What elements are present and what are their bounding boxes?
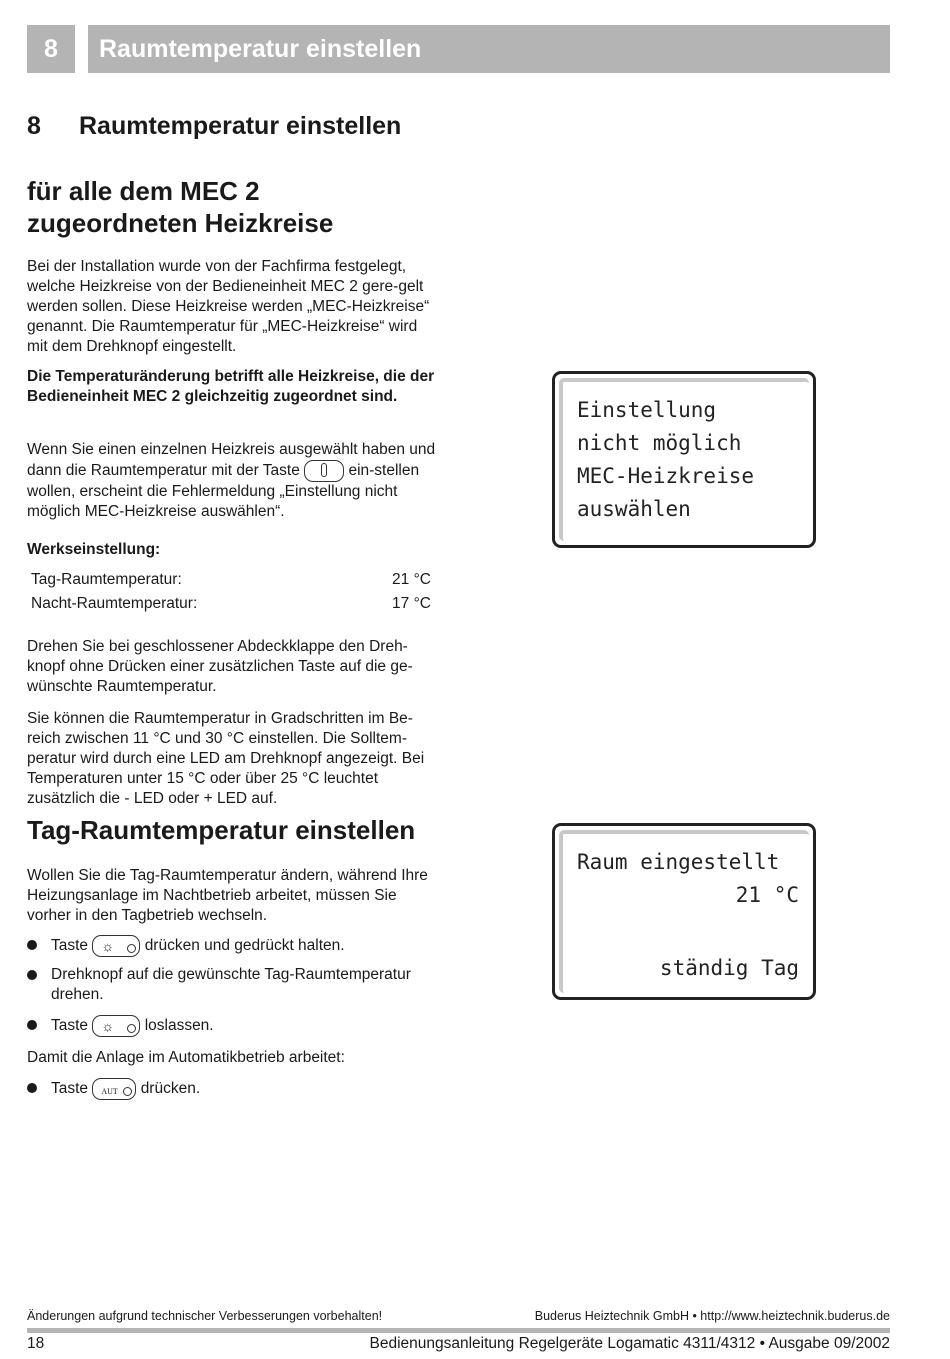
section-number: 8	[27, 112, 41, 140]
chapter-title-bar: Raumtemperatur einstellen	[88, 25, 890, 73]
bullet-icon	[27, 1020, 37, 1030]
lcd-line-4: auswählen	[577, 497, 691, 521]
single-text-before: Wenn Sie einen einzelnen Heizkreis ausgewählt haben und dann die Raumtemperatur mit der Taste	[27, 441, 436, 480]
list-item: Drehknopf auf die gewünschte Tag-Raumtemperatur drehen.	[27, 965, 437, 1005]
footer-company: Buderus Heiztechnik GmbH • http://www.heiztechnik.buderus.de	[534, 1309, 890, 1323]
factory-heading: Werkseinstellung:	[27, 541, 161, 558]
thermometer-key-icon	[304, 460, 344, 482]
bullet-icon	[27, 940, 37, 950]
lcd-line-1: Raum eingestellt	[577, 850, 780, 874]
lcd-line-3: MEC-Heizkreise	[577, 464, 755, 488]
row-label: Nacht-Raumtemperatur:	[31, 595, 198, 612]
day-intro-paragraph: Wollen Sie die Tag-Raumtemperatur ändern, während Ihre Heizungsanlage im Nachtbetrieb arbeitet, müssen Sie vorher in den Tagbetrieb wechseln.	[27, 867, 428, 924]
page-number: 18	[27, 1335, 45, 1352]
intro-paragraph: Bei der Installation wurde von der Fachfirma festgelegt, welche Heizkreise von der Bedieneinheit MEC 2 gere-gelt werden sollen. Diese Heizkreise werden „MEC-Heizkreise“ genannt. Die Raumtemperatur für „MEC-Heizkreise“ wird mit dem Drehknopf eingestellt.	[27, 258, 430, 355]
lcd-line-1: Einstellung	[577, 398, 717, 422]
auto-intro-paragraph: Damit die Anlage im Automatikbetrieb arbeitet:	[27, 1049, 345, 1066]
row-value: 21 °C	[392, 571, 431, 588]
footer-divider	[27, 1328, 890, 1333]
list-item: Taste ☼ drücken und gedrückt halten.	[27, 935, 437, 957]
bullet-icon	[27, 970, 37, 980]
lcd-line-2: 21 °C	[735, 883, 799, 907]
table-row	[27, 592, 435, 616]
row-value: 17 °C	[392, 595, 431, 612]
subsection-heading	[27, 175, 333, 239]
single-text-after: ein-stellen wollen, erscheint die Fehlermeldung „Einstellung nicht möglich MEC-Heizkreise auswählen“.	[27, 462, 420, 520]
turn-knob-paragraph: Drehen Sie bei geschlossener Abdeckklappe den Dreh-knopf ohne Drücken einer zusätzlichen Taste auf die ge-wünschte Raumtemperatur.	[27, 638, 413, 695]
row-label: Tag-Raumtemperatur:	[31, 571, 182, 588]
lcd-line-2: nicht möglich	[577, 431, 742, 455]
lcd-display-error	[552, 371, 816, 548]
bold-note-paragraph: Die Temperaturänderung betrifft alle Heizkreise, die der Bedieneinheit MEC 2 gleichzeitig zugeordnet sind.	[27, 368, 435, 405]
sun-key-icon: ☼	[92, 935, 140, 957]
list-item: Taste ☼ loslassen.	[27, 1015, 437, 1037]
factory-settings-table	[27, 568, 435, 616]
lcd-line-3: ständig Tag	[659, 956, 799, 980]
footer-document-title: Bedienungsanleitung Regelgeräte Logamatic 4311/4312 • Ausgabe 09/2002	[369, 1335, 890, 1352]
chapter-number-tab: 8	[27, 25, 75, 73]
subsection-line-2: zugeordneten Heizkreise	[27, 208, 334, 238]
aut-key-icon: AUT	[92, 1078, 136, 1100]
footer-note: Änderungen aufgrund technischer Verbesserungen vorbehalten!	[27, 1309, 383, 1323]
section-heading	[27, 112, 401, 141]
day-section-heading: Tag-Raumtemperatur einstellen	[27, 815, 416, 845]
single-circuit-paragraph	[27, 440, 437, 522]
range-paragraph: Sie können die Raumtemperatur in Gradschritten im Be-reich zwischen 11 °C und 30 °C einstellen. Die Solltem-peratur wird durch eine LED am Drehknopf angezeigt. Bei Temperaturen unter 15 °C oder über 25 °C leuchtet zusätzlich die - LED oder + LED auf.	[27, 710, 425, 807]
table-row	[27, 568, 435, 592]
sun-key-icon: ☼	[92, 1015, 140, 1037]
lcd-display-room	[552, 823, 816, 1000]
list-item: Taste AUT drücken.	[27, 1078, 437, 1100]
section-title: Raumtemperatur einstellen	[79, 112, 402, 140]
subsection-line-1: für alle dem MEC 2	[27, 176, 260, 206]
bullet-icon	[27, 1083, 37, 1093]
